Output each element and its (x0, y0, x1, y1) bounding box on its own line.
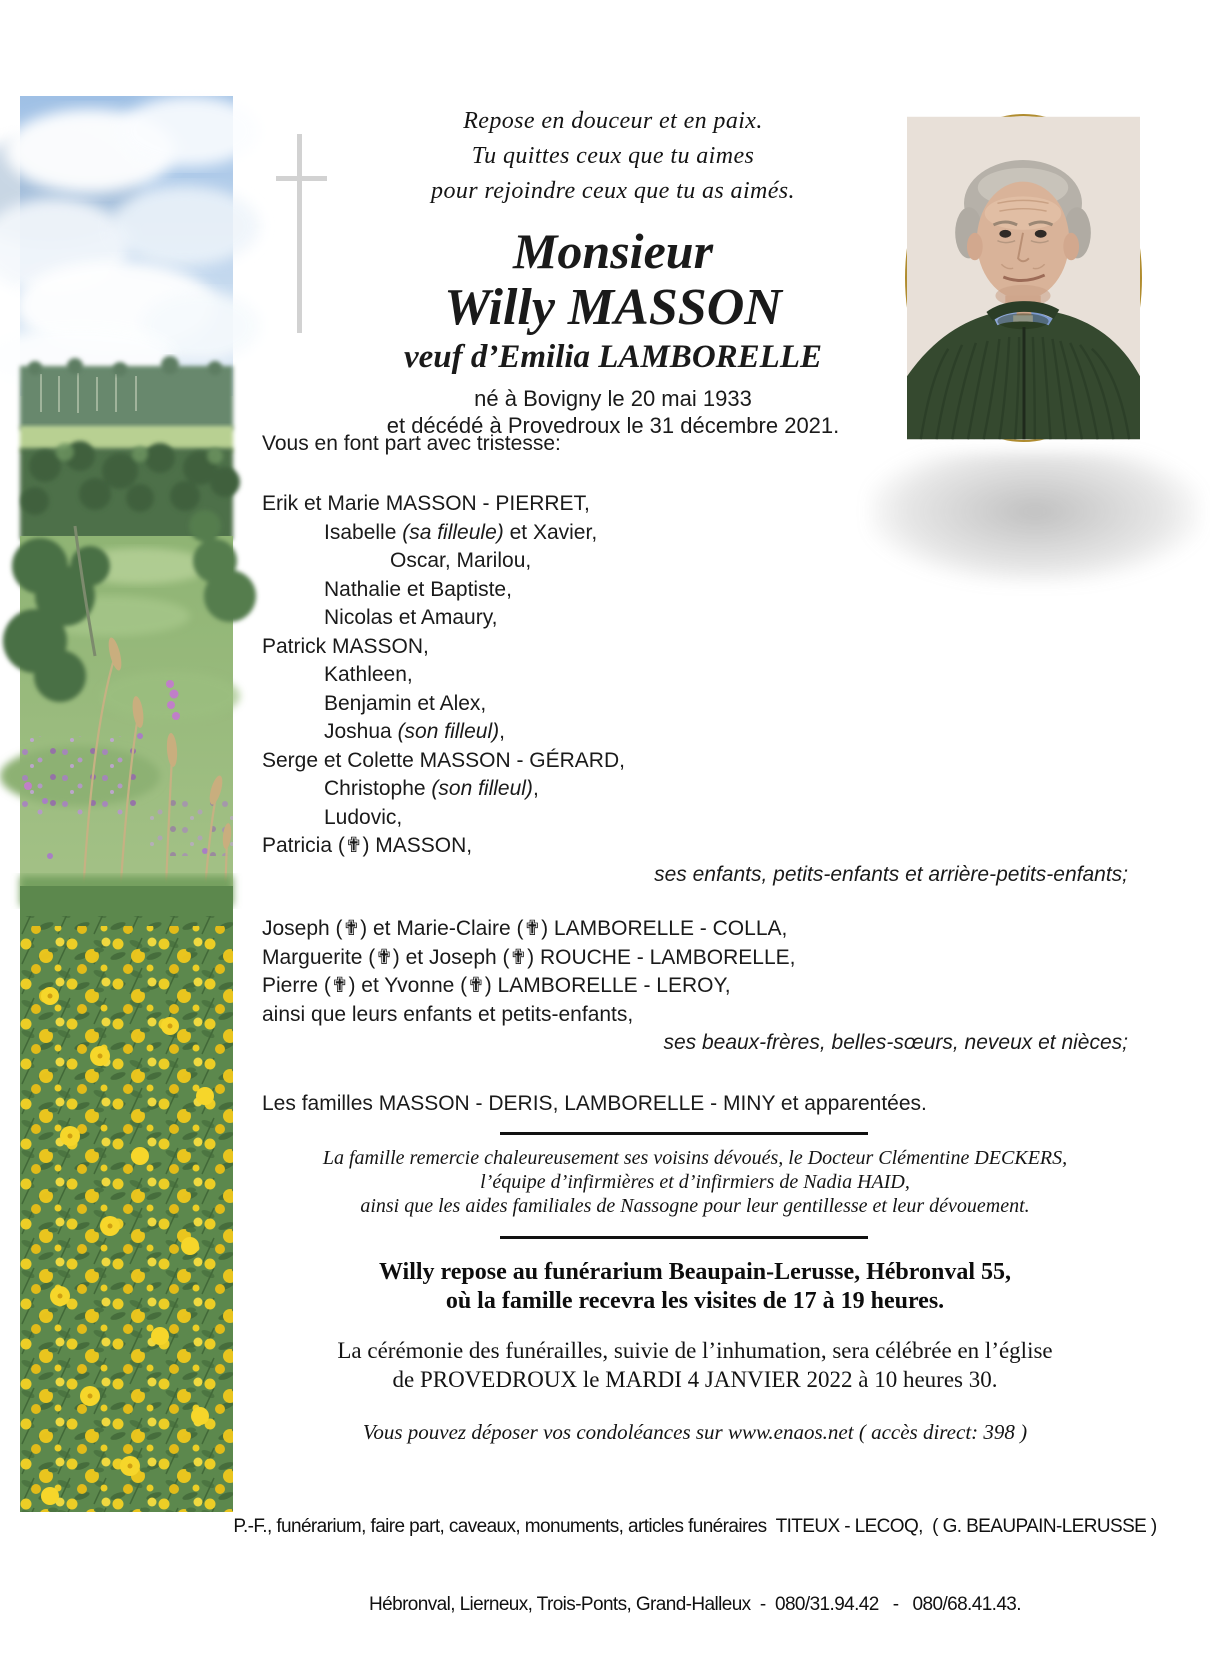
footer-line-2: Hébronval, Lierneux, Trois-Ponts, Grand-Halleux - 080/31.94.42 - 080/68.41.43. (369, 1594, 1021, 1615)
funeral-home-line-2: où la famille recevra les visites de 17 à 19 heures. (445, 1288, 945, 1314)
mourner-line: Benjamin et Alex, (324, 691, 487, 715)
closing-line-children: ses enfants, petits-enfants et arrière-petits-enfants; (654, 862, 1128, 886)
thanks-line-3: ainsi que les aides familiales de Nassogne pour leur gentillesse et leur dévouement. (360, 1195, 1030, 1217)
mourner-line: Nathalie et Baptiste, (324, 577, 512, 601)
mourner-line: Patricia (✟) MASSON, (262, 834, 473, 857)
ceremony-block (262, 1336, 1128, 1394)
families-line: Les familles MASSON - DERIS, LAMBORELLE - MINY et apparentées. (262, 1092, 927, 1115)
deceased-death-line: et décédé à Provedroux le 31 décembre 2021. (386, 413, 840, 438)
in-law-line: Joseph (✟) et Marie-Claire (✟) LAMBORELLE - COLLA, (262, 917, 788, 940)
deceased-title: Monsieur (512, 223, 714, 279)
mourner-line: Christophe (son filleul), (324, 777, 539, 800)
funeral-home-line-1: Willy repose au funérarium Beaupain-Lerusse, Hébronval 55, (378, 1259, 1012, 1285)
ceremony-line-1: La cérémonie des funérailles, suivie de l’inhumation, sera célébrée en l’église (337, 1338, 1053, 1363)
mourners-list (262, 490, 1128, 889)
mourner-line: Erik et Marie MASSON - PIERRET, (262, 492, 590, 515)
thanks-line-2: l’équipe d’infirmières et d’infirmiers de Nadia HAID, (480, 1171, 910, 1193)
epitaph-line-3: pour rejoindre ceux que tu as aimés. (431, 178, 795, 204)
divider-line (500, 1132, 868, 1135)
epitaph-line-1: Repose en douceur et en paix. (463, 108, 763, 134)
landscape-photo (20, 96, 233, 1512)
in-law-line: Marguerite (✟) et Joseph (✟) ROUCHE - LAMBORELLE, (262, 945, 796, 969)
funeral-home-block (262, 1258, 1128, 1316)
deceased-name: Willy MASSON (444, 279, 782, 336)
footer-block (180, 1462, 1210, 1670)
mourner-line: Patrick MASSON, (262, 634, 429, 658)
mourner-line: Nicolas et Amaury, (324, 606, 498, 629)
mourner-line: Oscar, Marilou, (390, 549, 532, 572)
closing-line-in-laws: ses beaux-frères, belles-sœurs, neveux et nièces; (663, 1031, 1128, 1054)
deceased-birth-line: né à Bovigny le 20 mai 1933 (474, 386, 752, 411)
mourner-line: Kathleen, (324, 663, 413, 686)
footer-line-1: P.-F., funérarium, faire part, caveaux, monuments, articles funéraires TITEUX - LECOQ, ( G. BEAUPAIN-LERUSSE ) (233, 1516, 1157, 1537)
epitaph-line-2: Tu quittes ceux que tu aimes (471, 143, 755, 169)
ceremony-line-2: de PROVEDROUX le MARDI 4 JANVIER 2022 à 10 heures 30. (392, 1367, 998, 1392)
divider-line (500, 1236, 868, 1239)
condolences-line: Vous pouvez déposer vos condoléances sur www.enaos.net ( accès direct: 398 ) (362, 1420, 1028, 1444)
mourner-line: Isabelle (sa filleule) et Xavier, (324, 520, 598, 544)
in-laws-list (262, 915, 1128, 1058)
announcement-line: Vous en font part avec tristesse: (262, 432, 561, 455)
mourner-line: Joshua (son filleul), (324, 720, 505, 743)
mourner-line: Ludovic, (324, 805, 403, 829)
deceased-spouse-line: veuf d’Emilia LAMBORELLE (403, 339, 822, 375)
in-law-line: ainsi que leurs enfants et petits-enfants, (262, 1002, 634, 1026)
thanks-block (262, 1146, 1128, 1218)
thanks-line-1: La famille remercie chaleureusement ses voisins dévoués, le Docteur Clémentine DECKERS, (322, 1147, 1068, 1169)
title-block (246, 104, 980, 439)
mourner-line: Serge et Colette MASSON - GÉRARD, (262, 748, 625, 772)
in-law-line: Pierre (✟) et Yvonne (✟) LAMBORELLE - LEROY, (262, 974, 731, 997)
